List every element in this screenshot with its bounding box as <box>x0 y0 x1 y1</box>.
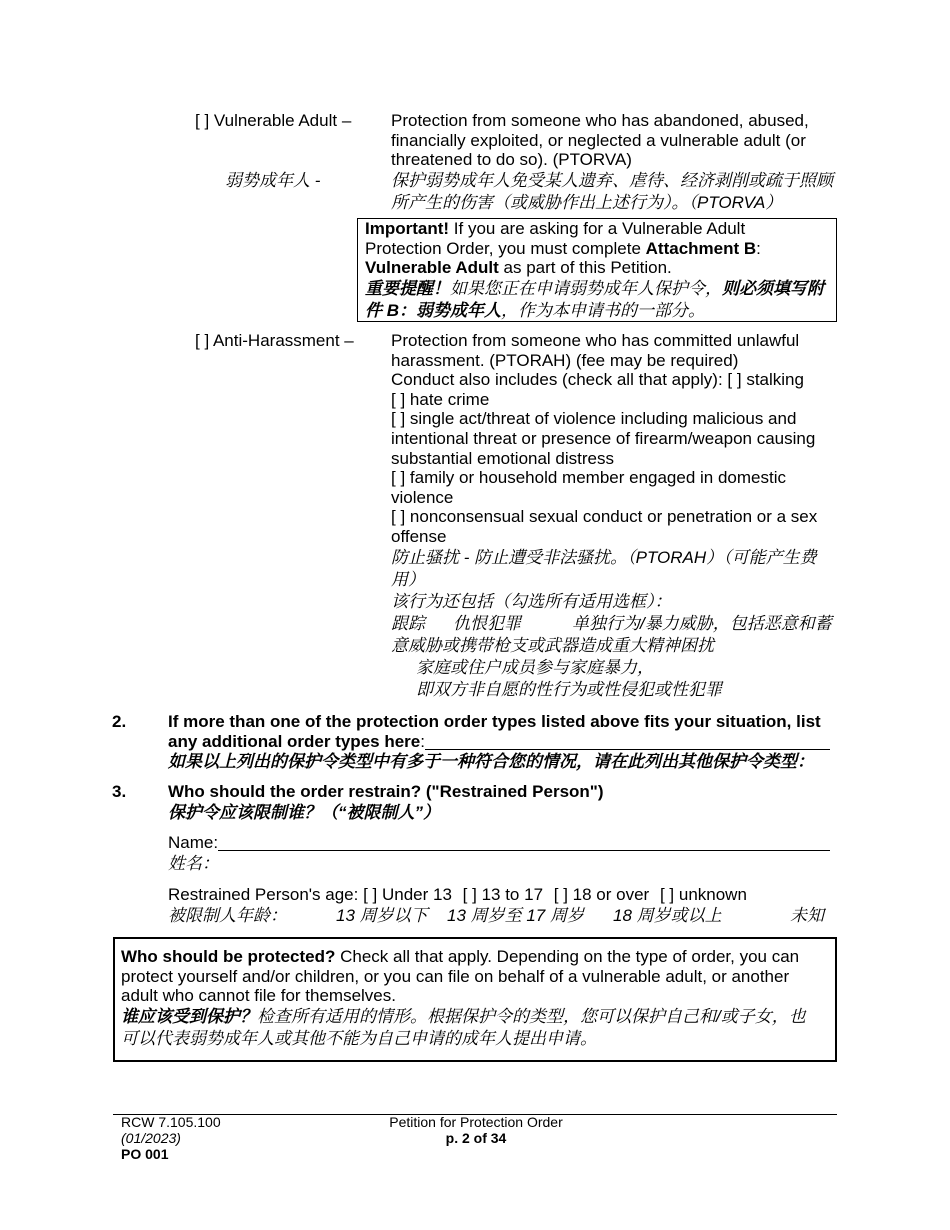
family-checkbox[interactable]: [ ] <box>391 468 406 488</box>
conduct-intro: Conduct also includes (check all that apply): <box>391 370 723 390</box>
description-zh-line: 用） <box>391 569 425 589</box>
restrained-age-group <box>168 885 828 927</box>
description-zh-line: 所产生的伤害（或威胁作出上述行为）。（PTORVA） <box>391 192 783 212</box>
notice-attachment-zh: 件 B：弱势成年人 <box>365 300 501 320</box>
notice-text-zh: 如果您正在申请弱势成年人保护令， <box>450 278 722 298</box>
family-label: family or household member engaged in domestic <box>409 468 786 488</box>
footer-revision: (01/2023) <box>121 1130 181 1146</box>
footer-center <box>380 1114 572 1146</box>
age-18-or-over-label-zh: 18 周岁或以上 <box>613 905 722 925</box>
vulnerable-adult-label-zh: 弱势成年人 - <box>225 171 321 190</box>
additional-order-types-field[interactable] <box>425 732 830 750</box>
footer-form-title: Petition for Protection Order <box>389 1114 563 1130</box>
description-line: threatened to do so). (PTORVA) <box>391 150 632 170</box>
age-13-to-17-label-zh: 13 周岁至 17 周岁 <box>447 905 584 925</box>
footer-form-number: PO 001 <box>121 1146 169 1162</box>
age-under-13-label-zh: 13 周岁以下 <box>336 905 428 925</box>
notice-important-label: Important! <box>365 219 450 238</box>
protected-box-zh-line <box>121 1006 829 1028</box>
anti-harassment-label-row <box>195 331 354 351</box>
item-3-heading-group <box>168 782 604 824</box>
protected-box-text-zh: 检查所有适用的情形。根据保护令的类型，您可以保护自己和/或子女，也 <box>257 1006 806 1026</box>
conduct-intro-zh: 该行为还包括（勾选所有适用选框）： <box>391 591 672 611</box>
age-13-to-17-label: 13 to 17 <box>481 885 544 904</box>
age-13-to-17-checkbox[interactable]: [ ] <box>462 885 477 904</box>
age-under-13-label: Under 13 <box>382 885 452 904</box>
single-act-label-zh: 单独行为/暴力威胁，包括恶意和蓄 <box>572 613 832 633</box>
single-act-label: single act/threat of violence including malicious and <box>409 409 797 429</box>
family-label-cont: violence <box>391 487 454 507</box>
description-zh-line: 保护弱势成年人免受某人遗弃、虐待、经济剥削或疏于照顾 <box>391 170 833 190</box>
name-label: Name: <box>168 833 219 852</box>
sexual-conduct-label-cont: offense <box>391 526 447 546</box>
conduct-option-sexual <box>391 507 817 527</box>
anti-harassment-checkbox[interactable]: [ ] <box>195 331 210 350</box>
sexual-conduct-checkbox[interactable]: [ ] <box>391 507 406 527</box>
restrained-name-group <box>168 833 830 875</box>
protected-box-text: Check all that apply. Depending on the type of order, you can <box>340 947 800 966</box>
hate-crime-label: hate crime <box>409 389 490 409</box>
vulnerable-adult-label-row <box>195 111 351 131</box>
description-line: financially exploited, or neglected a vulnerable adult (or <box>391 130 806 150</box>
item-2-prompt: If more than one of the protection order types listed above fits your situation, list <box>168 712 821 731</box>
restrained-age-zh-row <box>168 905 828 927</box>
notice-line <box>365 239 830 259</box>
notice-zh-line <box>365 278 830 300</box>
stalking-checkbox[interactable]: [ ] <box>727 370 742 390</box>
conduct-option-hate-crime <box>391 390 817 410</box>
item-2-number: 2. <box>112 712 127 731</box>
description-zh-line: 防止骚扰 - 防止遭受非法骚扰。（PTORAH）（可能产生费 <box>391 547 817 567</box>
age-18-or-over-checkbox[interactable]: [ ] <box>553 885 568 904</box>
anti-harassment-description <box>391 331 832 701</box>
important-notice-box <box>357 218 837 322</box>
protected-box-line: adult who cannot file for themselves. <box>121 986 396 1006</box>
restrained-age-row <box>168 885 828 905</box>
notice-zh-line <box>365 300 830 322</box>
item-2-prompt-zh: 如果以上列出的保护令类型中有多于一种符合您的情况，请在此列出其他保护令类型： <box>168 752 814 772</box>
stalking-label: stalking <box>746 370 804 390</box>
single-act-label-cont: substantial emotional distress <box>391 448 615 468</box>
description-line: Protection from someone who has committed unlawful <box>391 331 800 350</box>
notice-important-label-zh: 重要提醒！ <box>365 278 450 298</box>
protected-box-line: protect yourself and/or children, or you can file on behalf of a vulnerable adult, or another <box>121 966 790 986</box>
protected-box-zh-line: 可以代表弱势成年人或其他不能为自己申请的成年人提出申请。 <box>121 1028 597 1048</box>
age-unknown-label-zh: 未知 <box>790 905 824 925</box>
age-18-or-over-label: 18 or over <box>572 885 650 904</box>
sexual-conduct-label: nonconsensual sexual conduct or penetration or a sex <box>409 507 818 527</box>
notice-text: If you are asking for a Vulnerable Adult <box>453 219 746 238</box>
footer-left <box>121 1114 221 1162</box>
anti-harassment-label: Anti-Harassment – <box>212 331 354 350</box>
description-line: harassment. (PTORAH) (fee may be required) <box>391 350 739 370</box>
vulnerable-adult-label: Vulnerable Adult – <box>213 111 352 130</box>
single-act-label-cont: intentional threat or presence of firearm/weapon causing <box>391 428 816 448</box>
single-act-checkbox[interactable]: [ ] <box>391 409 406 429</box>
restrained-name-row <box>168 833 830 853</box>
age-unknown-label: unknown <box>678 885 747 904</box>
age-under-13-checkbox[interactable]: [ ] <box>363 885 378 904</box>
age-label: Restrained Person's age: <box>168 885 359 904</box>
item-3-heading-zh: 保护令应该限制谁？（“被限制人”） <box>168 802 440 822</box>
age-label-zh: 被限制人年龄： <box>168 905 287 925</box>
notice-requirement-zh: 则必须填写附 <box>722 278 824 298</box>
conduct-options-zh-row <box>391 613 832 635</box>
single-act-label-zh-cont: 意威胁或携带枪支或武器造成重大精神困扰 <box>391 635 714 655</box>
vulnerable-adult-checkbox[interactable]: [ ] <box>195 111 210 130</box>
hate-crime-label-zh: 仇恨犯罪 <box>453 613 521 633</box>
footer-statute: RCW 7.105.100 <box>121 1114 221 1130</box>
item-3-number: 3. <box>112 782 127 801</box>
notice-text: : <box>756 238 761 258</box>
protected-box-heading: Who should be protected? <box>121 947 336 966</box>
notice-text: as part of this Petition. <box>503 258 672 278</box>
description-line: Protection from someone who has abandoned, abused, <box>391 111 809 130</box>
item-2-colon: : <box>420 731 425 751</box>
notice-attachment-title: Vulnerable Adult <box>365 258 499 278</box>
stalking-label-zh: 跟踪 <box>391 613 425 633</box>
notice-text: Protection Order, you must complete <box>365 238 641 258</box>
age-unknown-checkbox[interactable]: [ ] <box>659 885 675 904</box>
conduct-option-single-act <box>391 409 817 429</box>
notice-line <box>365 219 830 239</box>
footer-page-number: p. 2 of 34 <box>445 1130 507 1146</box>
protected-box-line <box>121 947 829 967</box>
notice-text-zh: ，作为本申请书的一部分。 <box>501 300 705 320</box>
family-label-zh: 家庭或住户成员参与家庭暴力， <box>416 657 654 677</box>
item-3-heading: Who should the order restrain? ("Restrained Person") <box>168 782 604 801</box>
additional-order-types-row <box>168 732 830 752</box>
hate-crime-checkbox[interactable]: [ ] <box>391 389 406 409</box>
vulnerable-adult-description <box>391 111 833 214</box>
name-label-zh: 姓名： <box>168 853 219 873</box>
item-2-content <box>168 712 830 773</box>
conduct-option-family <box>391 468 817 488</box>
notice-attachment-name: Attachment B <box>645 238 757 258</box>
conduct-intro-row <box>391 370 817 390</box>
who-should-be-protected-box <box>113 937 837 1062</box>
sexual-conduct-label-zh: 即双方非自愿的性行为或性侵犯或性犯罪 <box>416 679 722 699</box>
restrained-name-field[interactable] <box>218 833 830 851</box>
item-2-prompt-cont: any additional order types here <box>168 731 421 751</box>
protected-box-heading-zh: 谁应该受到保护？ <box>121 1006 257 1026</box>
notice-line <box>365 258 830 278</box>
